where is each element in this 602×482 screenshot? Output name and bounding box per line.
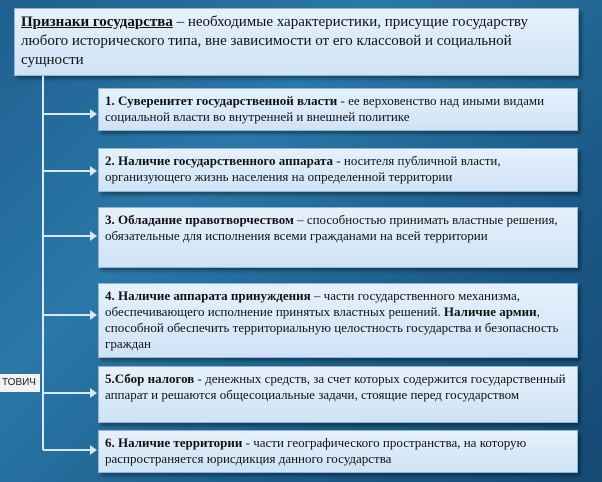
header-title: Признаки государства — [21, 14, 173, 30]
connector-arrow-1 — [43, 113, 95, 115]
item-3-text: – способностью принимать властные решения, обязательные для исполнения всеми гражданами на всей территории — [105, 212, 558, 243]
item-6-text: - части географического пространства, на которую распространяется юрисдикция данного государства — [105, 435, 527, 466]
item-6-title: 6. Наличие территории — [105, 435, 243, 450]
connector-arrow-3 — [43, 235, 95, 237]
item-box-5 — [98, 366, 578, 423]
item-4-text2: , способной обеспечить территориальную целостность государства и безопасность граждан — [105, 304, 559, 351]
header-text: – необходимые характеристики, присущие государству любого исторического типа, вне зависимости от его классовой и социальной сущности — [21, 14, 528, 68]
connector-arrow-4 — [43, 314, 95, 316]
item-box-2 — [98, 148, 578, 192]
item-5-text: - денежных средств, за счет которых содержится государственный аппарат и решаются общесоциальные задачи, стоящие перед государством — [105, 371, 566, 402]
connector-arrow-6 — [43, 449, 95, 451]
connector-arrow-2 — [43, 170, 95, 172]
item-4-title: 4. Наличие аппарата принуждения — [105, 288, 311, 303]
item-1-text: - ее верховенство над иными видами социальной власти во внутренней и внешней политике — [105, 93, 545, 124]
item-4-text: – части государственного механизма, обеспечивающего исполнение принятых властных решений. — [105, 288, 521, 319]
item-box-3 — [98, 207, 578, 268]
item-4-title2: Наличие армии — [443, 304, 537, 319]
header-box — [14, 8, 579, 76]
side-label: ТОВИЧ — [0, 374, 40, 392]
item-3-title: 3. Обладание правотворчеством — [105, 212, 294, 227]
item-1-title: 1. Суверенитет государственной власти — [105, 93, 338, 108]
item-2-title: 2. Наличие государственного аппарата — [105, 153, 334, 168]
item-5-title: 5.Сбор налогов — [105, 371, 195, 386]
connector-arrow-5 — [43, 392, 95, 394]
item-2-text: - носителя публичной власти, организующего жизнь населения на определенной территории — [105, 153, 501, 184]
item-box-1 — [98, 88, 578, 131]
item-box-4 — [98, 283, 578, 358]
item-box-6 — [98, 430, 578, 473]
